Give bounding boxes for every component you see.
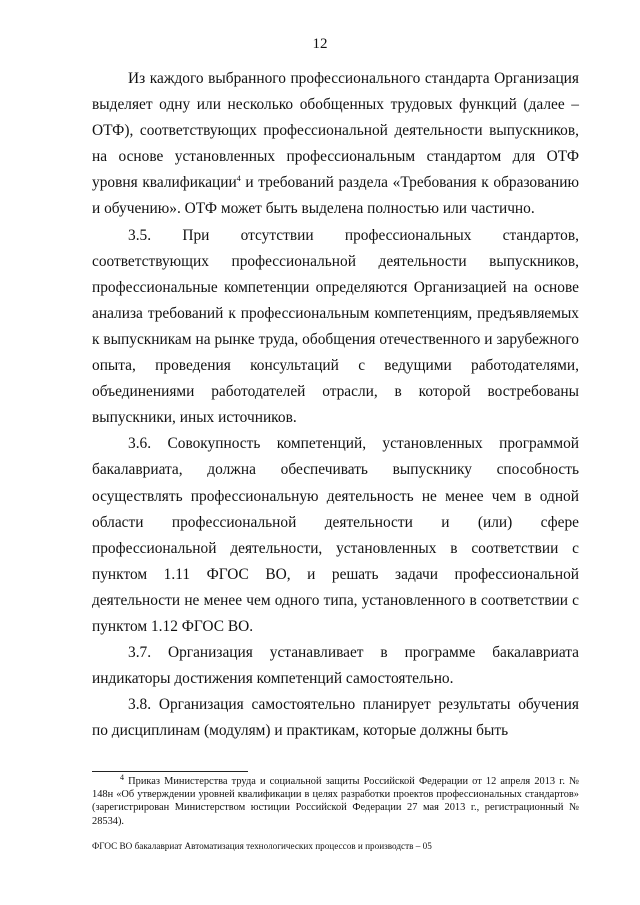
paragraph-3-6: 3.6. Совокупность компетенций, установленных программой бакалавриата, должна обеспечивать выпускнику способность осуществлять профессиональную деятельность не менее чем в одной области профессиональной деятельности и (или) сфере профессиональной деятельности, установленных в соответствии с пунктом 1.11 ФГОС ВО, и решать задачи профессиональной деятельности не менее чем одного типа, установленного в соответствии с пунктом 1.12 ФГОС ВО. (92, 435, 579, 635)
paragraph-otf-text-start: Из каждого выбранного профессионального стандарта Организация выделяет одну или несколько обобщенных трудовых функций (далее – ОТФ), соответствующих профессиональной деятельности выпускников, на основе установленных профессиональным стандартом для ОТФ уровня квалификации (92, 70, 579, 192)
page-footer: ФГОС ВО бакалавриат Автоматизация технологических процессов и производств – 05 (92, 841, 432, 851)
paragraph-3-8: 3.8. Организация самостоятельно планирует результаты обучения по дисциплинам (модулям) и практикам, которые должны быть (92, 696, 579, 740)
footnote (92, 772, 579, 828)
body-text (92, 66, 579, 744)
paragraph-otf-text-end: и требований раздела «Требования к образованию и обучению». ОТФ может быть выделена полностью или частично. (92, 174, 579, 218)
paragraph-otf-selection (92, 66, 579, 223)
footnote-text: Приказ Министерства труда и социальной защиты Российской Федерации от 12 апреля 2013 г. № 148н «Об утверждении уровней квалификации в целях разработки проектов профессиональных стандартов» (зарегистрирован Министерством юстиции Российской Федерации 27 мая 2013 г., регистрационный № 28534). (92, 776, 579, 827)
paragraph-3-7: 3.7. Организация устанавливает в программе бакалавриата индикаторы достижения компетенций самостоятельно. (92, 644, 579, 688)
page-number: 12 (312, 36, 328, 52)
paragraph-3-5: 3.5. При отсутствии профессиональных стандартов, соответствующих профессиональной деятельности выпускников, профессиональные компетенции определяются Организацией на основе анализа требований к профессиональным компетенциям, предъявляемых к выпускникам на рынке труда, обобщения отечественного и зарубежного опыта, проведения консультаций с ведущими работодателями, объединениями работодателей отрасли, в которой востребованы выпускники, иных источников. (92, 226, 579, 427)
footnote-mark: 4 (120, 772, 124, 782)
footnote-reference: 4 (236, 174, 241, 184)
footnote-divider (92, 771, 248, 772)
